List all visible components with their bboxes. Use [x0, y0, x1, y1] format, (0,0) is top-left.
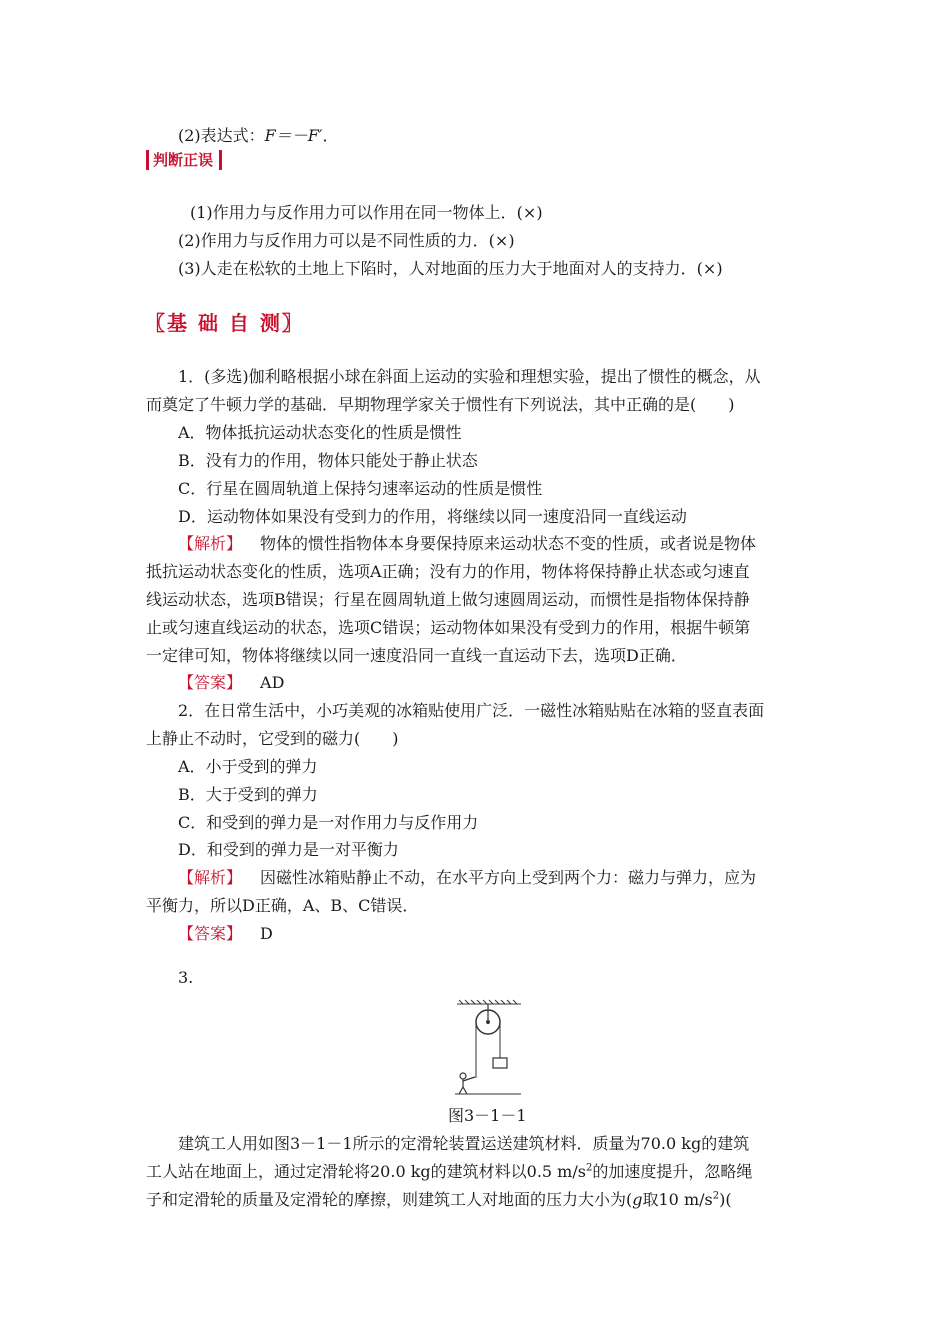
q1-option-c: C．行星在圆周轨道上保持匀速率运动的性质是惯性: [178, 479, 543, 498]
q3-number: 3.: [178, 968, 194, 987]
q1-line-2: 而奠定了牛顿力学的基础．早期物理学家关于惯性有下列说法，其中正确的是( ): [146, 395, 735, 414]
q3-line-3: [146, 1190, 732, 1210]
q3-line-3-b: 取10 m/s: [642, 1190, 713, 1209]
q2-analysis-line-1: [178, 868, 756, 888]
q1-analysis-line-2: 抵抗运动状态变化的性质，选项A正确；没有力的作用，物体将保持静止状态或匀速直: [146, 562, 750, 581]
q3-line-3-g: g: [632, 1190, 643, 1209]
q3-line-3-sup: 2: [712, 1190, 720, 1202]
q2-answer-line: [178, 924, 273, 944]
q3-line-3-a: 子和定滑轮的质量及定滑轮的摩擦，则建筑工人对地面的压力大小为(: [146, 1190, 633, 1209]
q1-answer-label: 【答案】: [178, 673, 243, 692]
q2-option-c: C．和受到的弹力是一对作用力与反作用力: [178, 813, 479, 832]
q1-analysis-line-3: 线运动状态，选项B错误；行星在圆周轨道上做匀速圆周运动，而惯性是指物体保持静: [146, 590, 750, 609]
formula-prefix: (2)表达式：: [178, 126, 265, 145]
q2-option-b: B．大于受到的弹力: [178, 785, 318, 804]
q3-line-1: 建筑工人用如图3－1－1所示的定滑轮装置运送建筑材料．质量为70.0 kg的建筑: [178, 1134, 750, 1153]
q3-line-2: [146, 1162, 752, 1182]
q3-line-3-c: )(: [719, 1190, 732, 1209]
q1-option-b: B．没有力的作用，物体只能处于静止状态: [178, 451, 478, 470]
worker-figure: [459, 1073, 475, 1094]
ceiling: [457, 1000, 521, 1004]
q3-line-2-sup: 2: [585, 1162, 593, 1174]
q2-analysis-text-1: 因磁性冰箱贴静止不动，在水平方向上受到两个力：磁力与弹力，应为: [260, 868, 757, 887]
section-title: 〖基 础 自 测〗: [145, 311, 304, 335]
q1-line-1: 1．(多选)伽利略根据小球在斜面上运动的实验和理想实验，提出了惯性的概念，从: [178, 367, 761, 386]
q1-analysis-line-1: [178, 534, 756, 554]
q2-analysis-label: 【解析】: [178, 868, 243, 887]
q2-option-a: A．小于受到的弹力: [178, 757, 318, 776]
q1-option-d: D．运动物体如果没有受到力的作用，将继续以同一速度沿同一直线运动: [178, 507, 687, 526]
judge-title-tag: 判断正误: [146, 150, 222, 170]
q2-answer-value: D: [260, 924, 273, 943]
q1-analysis-text-1: 物体的惯性指物体本身要保持原来运动状态不变的性质，或者说是物体: [260, 534, 757, 553]
q1-answer-line: [178, 673, 284, 693]
q2-option-d: D．和受到的弹力是一对平衡力: [178, 840, 399, 859]
judge-item-2: (2)作用力与反作用力可以是不同性质的力．(×): [178, 231, 515, 250]
q3-line-2-text: 工人站在地面上，通过定滑轮将20.0 kg的建筑材料以0.5 m/s: [146, 1162, 586, 1181]
q2-answer-label: 【答案】: [178, 924, 243, 943]
q2-line-1: 2．在日常生活中，小巧美观的冰箱贴使用广泛．一磁性冰箱贴贴在冰箱的竖直表面: [178, 701, 765, 720]
q2-line-2: 上静止不动时，它受到的磁力( ): [146, 729, 399, 748]
q1-analysis-line-5: 一定律可知，物体将继续以同一速度沿同一直线一直运动下去，选项D正确．: [146, 646, 687, 665]
q3-line-2-end: 的加速度提升，忽略绳: [592, 1162, 753, 1181]
figure-caption: 图3－1－1: [448, 1106, 527, 1125]
judge-item-1: (1)作用力与反作用力可以作用在同一物体上．(×): [190, 203, 543, 222]
judge-item-3: (3)人走在松软的土地上下陷时，人对地面的压力大于地面对人的支持力．(×): [178, 259, 723, 278]
q1-option-a: A．物体抵抗运动状态变化的性质是惯性: [178, 423, 462, 442]
q1-analysis-label: 【解析】: [178, 534, 243, 553]
formula-suffix: ．: [322, 126, 339, 145]
load-box: [493, 1058, 507, 1068]
q1-analysis-line-4: 止或匀速直线运动的状态，选项C错误；运动物体如果没有受到力的作用，根据牛顿第: [146, 618, 751, 637]
q2-analysis-line-2: 平衡力，所以D正确，A、B、C错误．: [146, 896, 419, 915]
formula-expression: F＝－F′: [264, 126, 323, 145]
pulley-figure: [455, 998, 525, 1098]
q1-answer-value: AD: [260, 673, 285, 692]
formula-line: [178, 126, 339, 146]
